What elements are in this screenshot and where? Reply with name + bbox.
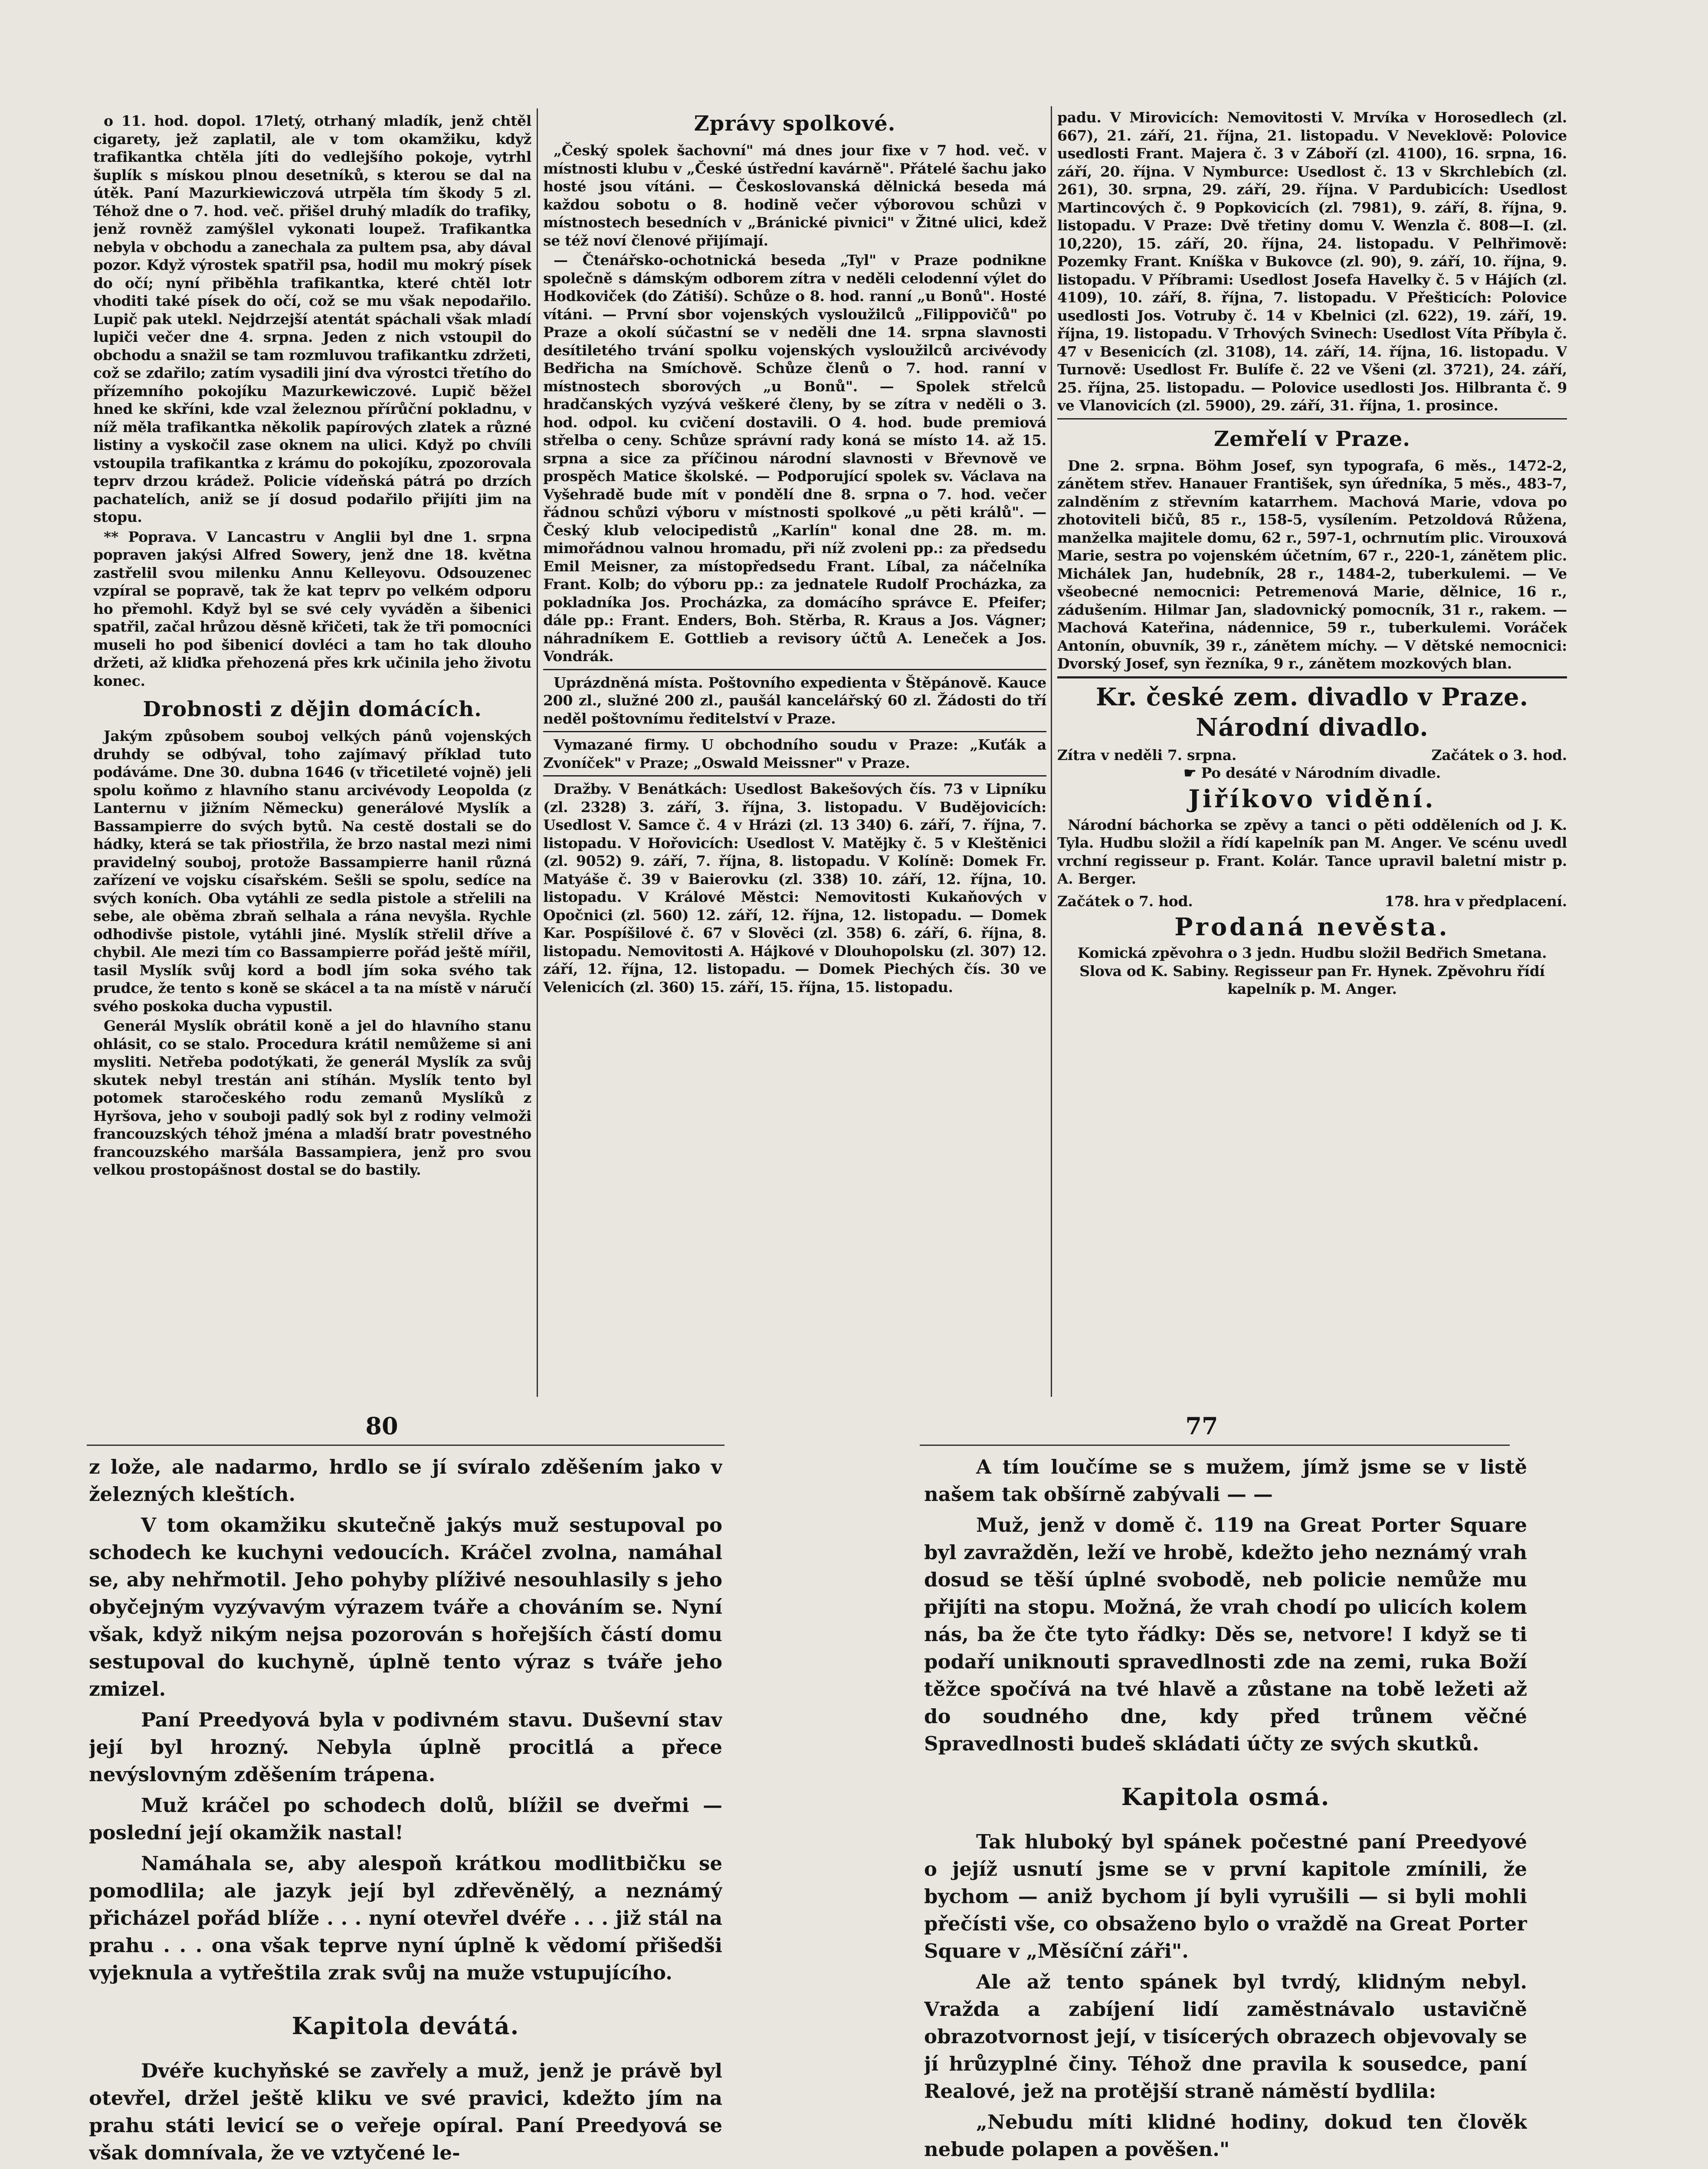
history-paragraph-1: Jakým způsobem souboj velkých pánů vojenských druhdy se odbýval, toho zajímavý příklad tuto podáváme. Dne 30. dubna 1646 (v třicetileté vojně) jeli spolu koňmo z hlavního stanu arcivévody Leopolda (z Lanternu v jižním Německu) generálové Myslík a Bassampierre do svých bytů. Na cestě dostali se do hádky, která se tak přiostřila, že brzo nastal mezi nimi pravidelný souboj, protože Bassampierre hanil různá zařízení ve vojsku císařském. Sešli se spolu, sedíce na svých koních. Oba vytáhli ze sedla pistole a střelili na sebe, ale oběma zbraň selhala a rána nevyšla. Rychle odhodivše pistole, vytáhli jiné. Myslík střelil dříve a chybil. Ale mezi tím co Bassampierre pořád ještě mířil, tasil Myslík svůj kord a bodl jím soka svého tak prudce, že tento s koně se skácel a ta na místě v náručí svého poskoka ducha vypustil.: [93, 727, 531, 1015]
section-title-deaths: Zemřelí v Praze.: [1214, 426, 1410, 451]
news-item-execution: ** Poprava. V Lancastru v Anglii byl dne 1. srpna popraven jakýsi Alfred Sowery, jenž dne 18. května zastřelil svou milenku Annu Kelleyovu. Odsouzenec vzpíral se popravě, tak že kat teprv po velkém odporu ho přemohl. Když byl se své cely vyváděn a šibenici spatřil, začal hrůzou děsně křičeti, tak že tři pomocníci museli ho pod šibenicí dovléci a tam ho tak dlouho držeti, až kliďka přehozená přes krk učinila jeho životu konec.: [93, 528, 531, 689]
play-title-2: Prodaná nevěsta.: [1174, 913, 1450, 941]
play-description-1: Národní báchorka se zpěvy a tanci o pěti odděleních od J. K. Tyla. Hudbu složil a řídí kapelník pan M. Anger. Ve scénu uvedl vrchní regisseur p. Frant. Kolár. Tance upravil baletní mistr p. A. Berger.: [1057, 816, 1567, 887]
theatre-start-evening: Začátek o 7. hod.: [1057, 892, 1193, 910]
right-paragraph-5: „Nebudu míti klidné hodiny, dokud ten člověk nebude polapen a pověšen.": [924, 2110, 1527, 2161]
auctions-continued: padu. V Mirovicích: Nemovitosti V. Mrvíka v Horosedlech (zl. 667), 21. září, 21. října, 21. listopadu. V Neveklově: Polovice usedlosti Frant. Majera č. 3 v Záboří (zl. 4100), 16. srpna, 16. září, 20. října. V Nymburce: Usedlost č. 13 v Skrchlebích (zl. 261), 30. srpna, 29. září, 29. října. V Pardubicích: Usedlost Martincových č. 9 Popkovicích (zl. 7981), 9. září, 8. října, 9. listopadu. V Praze: Dvě třetiny domu V. Wenzla č. 808—I. (zl. 10,220), 15. září, 20. října, 24. listopadu. V Pelhřimově: Pozemky Frant. Kníška v Bukovce (zl. 90), 9. září, 10. října, 9. listopadu. V Příbrami: Usedlost Josefa Havelky č. 5 v Hájích (zl. 4109), 10. září, 8. října, 7. listopadu. V Přešticích: Polovice usedlosti Jos. Votruby č. 14 v Kbelnici (zl. 622), 19. září, 19. října, 19. listopadu. V Trhových Svinech: Usedlost Víta Příbyla č. 47 v Besenicích (zl. 3108), 14. září, 14. října, 16. listopadu. V Turnově: Usedlost Fr. Bulífe č. 22 ve Všeni (zl. 3721), 24. září, 25. října, 25. listopadu. — Polovice usedlosti Jos. Hilbranta č. 9 ve Vlanovicích (zl. 5900), 29. září, 31. října, 1. prosince.: [1057, 109, 1567, 414]
play-description-2: Komická zpěvohra o 3 jedn. Hudbu složil Bedřich Smetana. Slova od K. Sabiny. Regisseur pan Fr. Hynek. Zpěvohru řídí kapelník p. M. Anger.: [1077, 944, 1547, 997]
left-paragraph-5: Namáhala se, aby alespoň krátkou modlitbičku se pomodlila; ale jazyk její byl zdřevěnělý, a neznámý přicházel pořád blíže . . . nyní otevřel dvéře . . . již stál na prahu . . . ona však teprve nyní úplně k vědomí přišedši vyjeknula a vytřeštila zrak svůj na muže vstupujícího.: [89, 1852, 722, 1984]
left-paragraph-2: V tom okamžiku skutečně jakýs muž sestupoval po schodech ke kuchyni vedoucích. Kráčel zvolna, namáhal se, aby nehřmotil. Jeho pohyby plíživé nesouhlasily s jeho obyčejným vyzývavým výrazem tváře a chováním se. Nyní však, když nikým nejsa pozorován s hořejších částí domu sestupoval do kuchyně, úplně tento výraz s tváře jeho zmizel.: [89, 1514, 722, 1700]
left-paragraph-1: z lože, ale nadarmo, hrdlo se jí svíralo zděšením jako v železných kleštích.: [89, 1455, 722, 1506]
column-divider-1: [537, 108, 538, 1397]
divider: [1057, 676, 1567, 678]
theatre-start: Začátek o 3. hod.: [1431, 746, 1567, 763]
deleted-firms-notice: Vymazané firmy. U obchodního soudu v Praze: „Kuťák a Zvoníček" v Praze; „Oswald Meissner" v Praze.: [543, 736, 1046, 771]
column-divider-2: [1051, 106, 1052, 1397]
left-page-number: 80: [365, 1412, 398, 1440]
section-title-clubs: Zprávy spolkové.: [694, 111, 896, 136]
divider: [543, 731, 1046, 732]
pointing-hand-icon: ☛: [1183, 764, 1201, 781]
theatre-date-row: [1057, 746, 1567, 764]
right-paragraph-1: A tím loučíme se s mužem, jímž jsme se v listě našem tak obšírně zabývali — —: [924, 1455, 1527, 1506]
history-paragraph-2: Generál Myslík obrátil koně a jel do hlavního stanu ohlásit, co se stalo. Procedura krátil nemůžeme si ani mysliti. Netřeba podotýkati, že generál Myslík za svůj skutek nebyl trestán ani stíhán. Myslík tento byl potomek staročeského rodu zemanů Myslíků z Hyršova, jeho v souboji padlý sok byl z rodiny velmoži francouzských téhož jména a mladší bratr povestného francouzského maršála Bassampiera, jenž pro svou velkou prostopášnost dostal se do bastily.: [93, 1017, 531, 1178]
left-page-header-rule: [87, 1445, 725, 1446]
news-column-1: [93, 112, 531, 1396]
right-chapter-heading: Kapitola osmá.: [1121, 1783, 1330, 1811]
right-paragraph-2: Muž, jenž v domě č. 119 na Great Porter Square byl zavražděn, leží ve hrobě, kdežto jeho neznámý vrah dosud se těší úplné svobodě, neb policie nemůže mu přijíti na stopu. Možná, že vrah chodí po ulicích kolem nás, ba že čte tyto řádky: Děs se, netvore! I když se ti podaří uniknouti spravedlnosti zde na zemi, ruka Boží těžce spočívá na tvé hlavě a zůstane na tobě ležeti až do soudného dne, kdy před trůnem věčné Spravedlnosti budeš skládati účty ze svých skutků.: [924, 1514, 1527, 1755]
theatre-title: Kr. české zem. divadlo v Praze.: [1095, 682, 1529, 711]
theatre-note: Po desáté v Národním divadle.: [1201, 764, 1441, 781]
clubs-paragraph-1: „Český spolek šachovní" má dnes jour fixe v 7 hod. več. v místnosti klubu v „České ústřední kavárně". Přátelé šachu jako hosté jsou vítáni. — Českoslovanská dělnická beseda má každou sobotu o 8. hodině večer výborovou schůzi v místnostech besedních v „Bránické pivnici" v Žitné ulici, kdež se též noví členové přijímají.: [543, 142, 1046, 249]
right-paragraph-6: [924, 2166, 1527, 2169]
clubs-paragraph-2: — Čtenářsko-ochotnická beseda „Tyl" v Praze podnikne společně s dámským odborem zítra v neděli celodenní výlet do Hodkoviček (do Zátiší). Schůze o 8. hod. ranní „u Bonů". Hosté vítáni. — První sbor vojenských vysloužilců „Filippovičů" po Praze a okolí súčastní se v neděli dne 14. srpna slavnosti desítiletého trvání spolku vojenských vysloužilců arcivévody Bedřicha na Smíchově. Schůze členů o 7. hod. ranní v místnostech sborových „u Bonů". — Spolek střelců hradčanských vyzývá veškeré členy, by se zítra v neděli o 3. hod. odpol. ku cvičení dostavili. O 4. hod. bude premiová střelba o ceny. Schůze správní rady koná se místo 14. až 15. srpna a sice za příčinou národní slavnosti v Břevnově ve prospěch Matice školské. — Podporující spolek sv. Václava na Vyšehradě bude mít v pondělí dne 8. srpna o 7. hod. večer řádnou schůzi výboru v místnosti spolkové „u pěti králů". — Český klub velocipedistů „Karlín" konal dne 28. m. m. mimořádnou valnou hromadu, při níž zvoleni pp.: za předsedu Emil Meisner, za místopředsedu Frant. Líbal, za náčelníka Frant. Kolb; do výboru pp.: za jednatele Rudolf Procházka, za pokladníka Jos. Procházka, za domácího správce E. Pfeifer; dále pp.: Frant. Enders, Boh. Stěrba, R. Kraus a Jos. Vágner; náhradníkem E. Gottlieb a revisory účtů A. Leneček a Jos. Vondrák.: [543, 252, 1046, 665]
news-item-robbery: o 11. hod. dopol. 17letý, otrhaný mladík, jenž chtěl cigarety, jež zaplatil, ale v tom okamžiku, když trafikantka chtěla jíti do vedlejšího pokoje, vytrhl šuplík s mískou plnou desetníků, s kterou se dal na útěk. Paní Mazurkiewiczová utrpěla tím škody 5 zl. Téhož dne o 7. hod. več. přišel druhý mladík do trafiky, jenž rovněž zamýšlel vykonati loupež. Trafikantka nebyla v obchodu a zanechala za pultem psa, aby dával pozor. Když výrostek spatřil psa, hodil mu mokrý písek do očí; nyní přiběhla trafikantka, které chtěl lotr vhoditi také písek do očí, což se mu však nepodařilo. Lupič pak utekl. Nejdrzejší atentát spáchali však mladí lupiči večer dne 4. srpna. Jeden z nich vstoupil do obchodu a snažil se tam rozmluvou trafikantku zdržeti, což se zdařilo; zatím vysadili jiní dva výrostci třetího do přízemního pokojíku Mazurkewiczové. Lupič běžel hned ke skříni, kde vzal železnou přírůční pokladnu, v níž měla trafikantka několik papírových zlatek a různé listiny a vyskočil zase oknem na ulici. Když po chvíli vstoupila trafikantka z krámu do pokojíku, zpozorovala teprv drzou krádež. Policie vídeňská pátrá po drzích pachatelích, aniž se jí dosud podařilo přijíti jim na stopu.: [93, 112, 531, 525]
left-paragraph-4: Muž kráčel po schodech dolů, blížil se dveřmi — poslední její okamžik nastal!: [89, 1794, 722, 1844]
theatre-note-row: [1057, 764, 1567, 782]
right-page-number: 77: [1185, 1412, 1218, 1440]
deaths-list: Dne 2. srpna. Böhm Josef, syn typografa, 6 měs., 1472-2, zánětem střev. Hanauer František, syn úředníka, 5 měs., 483-7, zalnděním z střevním katarrhem. Machová Marie, vdova po zhotoviteli bičů, 85 r., 158-5, vysílením. Petzoldová Růžena, manželka majitele domu, 62 r., 597-1, ochrnutím plic. Virouxová Marie, sestra po vojenském účetním, 67 r., 220-1, zánětem plic. Michálek Jan, hudebník, 28 r., 1484-2, tuberkulemi. — Ve všeobecné nemocnici: Petremenová Marie, dělnice, 16 r., zádušením. Hilmar Jan, sladovnický pomocník, 31 r., rakem. — Machová Kateřina, nádennice, 59 r., tuberkulemi. Voráček Antonín, obuvník, 39 r., zánětem míchy. — V dětské nemocnici: Dvorský Josef, syn řezníka, 9 r., zánětem mozkových blan.: [1057, 457, 1567, 672]
right-paragraph-3: Tak hluboký byl spánek počestné paní Preedyové o jejíž usnutí jsme se v první kapitole zmínili, že bychom — aniž bychom jí byli vyrušili — si byli mohli přečísti vše, co obsaženo bylo o vraždě na Great Porter Square v „Měsíční záři".: [924, 1830, 1527, 1963]
left-paragraph-6: Dvéře kuchyňské se zavřely a muž, jenž je právě byl otevřel, držel ještě kliku ve své pravici, kdežto jím na prahu státi levicí se o veřeje opíral. Paní Preedyová se však domnívala, že ve vztyčené le-: [89, 2059, 722, 2164]
divider: [1057, 418, 1567, 419]
theatre-date: Zítra v neděli 7. srpna.: [1057, 746, 1237, 763]
right-page-header-rule: [920, 1445, 1510, 1446]
divider: [543, 775, 1046, 777]
theatre-evening-row: [1057, 892, 1567, 911]
theatre-performance: 178. hra v předplacení.: [1384, 892, 1567, 910]
divider: [543, 669, 1046, 670]
right-paragraph-4: Ale až tento spánek byl tvrdý, klidným nebyl. Vražda a zabíjení lidí zaměstnávalo ustavičně obrazotvornost její, v tisícerých obrazech objevovaly se jí hrůzyplné činy. Téhož dne pravila k sousedce, paní Realové, jež na protější straně náměstí bydlila:: [924, 1970, 1527, 2103]
theatre-subtitle: Národní divadlo.: [1196, 713, 1429, 742]
auctions-notice: Dražby. V Benátkách: Usedlost Bakešových čís. 73 v Lipníku (zl. 2328) 3. září, 3. října, 3. listopadu. V Budějovicích: Usedlost V. Samce č. 4 v Hrázi (zl. 13 340) 6. září, 7. října, 7. listopadu. V Hořovicích: Usedlost V. Matějky č. 5 v Kleštěnici (zl. 9052) 9. září, 7. října, 8. listopadu. V Kolíně: Domek Fr. Matyáše č. 39 v Baierovku (zl. 338) 10. září, 12. října, 10. listopadu. V Králové Městci: Nemovitosti Kukaňových v Opočnici (zl. 560) 12. září, 12. října, 12. listopadu. — Domek Kar. Pospíšilové č. 67 v Slověci (zl. 358) 6. září, 6. října, 8. listopadu. Nemovitosti A. Hájkové v Dlouhopolsku (zl. 307) 12. září, 12. října, 12. listopadu. — Domek Piechých čís. 30 ve Velenicích (zl. 360) 15. září, 15. října, 15. listopadu.: [543, 780, 1046, 996]
left-paragraph-3: Paní Preedyová byla v podivném stavu. Duševní stav její byl hrozný. Nebyla úplně procitlá a přece nevýslovným zděšením trápena.: [89, 1708, 722, 1786]
play-title-1: Jiříkovo vidění.: [1188, 784, 1436, 813]
vacancies-notice: Uprázdněná místa. Poštovního expedienta v Štěpánově. Kauce 200 zl., služné 200 zl., paušál kancelářský 60 zl. Žádosti do tří neděl poštovnímu ředitelství v Praze.: [543, 674, 1046, 727]
news-column-3: [1057, 108, 1567, 1397]
left-chapter-heading: Kapitola devátá.: [292, 2012, 520, 2040]
news-column-2: [543, 104, 1046, 1397]
book-page-left: [89, 1453, 722, 2169]
book-page-right: [924, 1453, 1527, 2169]
section-title-history: Drobnosti z dějin domácích.: [143, 697, 482, 721]
